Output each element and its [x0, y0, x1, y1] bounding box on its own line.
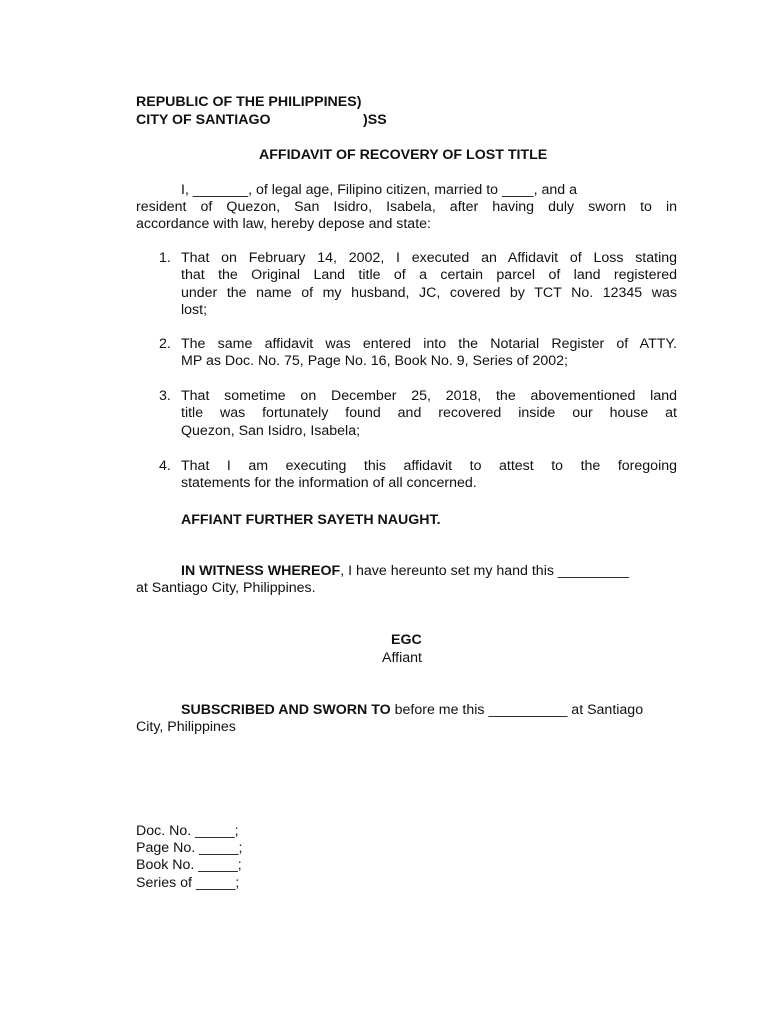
intro-name-blank: _______ [192, 182, 249, 198]
header-republic: REPUBLIC OF THE PHILIPPINES) [136, 94, 362, 110]
notarial-book-no: Book No. _____; [136, 857, 242, 873]
item-3-number: 3. [159, 388, 171, 404]
affiant-label: Affiant [382, 650, 422, 666]
item-1-line-2: that the Original Land title of a certain parcel of land registered [181, 267, 677, 283]
subscribed-line-2: City, Philippines [136, 719, 236, 735]
item-4-line-1: That I am executing this affidavit to attest to the foregoing [181, 458, 677, 474]
header-ss: )SS [363, 112, 387, 128]
item-1-line-3: under the name of my husband, JC, covered by TCT No. 12345 was [181, 285, 677, 301]
intro-line-2: resident of Quezon, San Isidro, Isabela, after having duly sworn to in [136, 199, 677, 215]
item-1-line-1: That on February 14, 2002, I executed an Affidavit of Loss stating [181, 250, 677, 266]
intro-text-1: , of legal age, Filipino citizen, married to [248, 182, 499, 198]
item-2-line-2: MP as Doc. No. 75, Page No. 16, Book No. 9, Series of 2002; [181, 353, 568, 369]
item-4-number: 4. [159, 458, 171, 474]
further-sayeth: AFFIANT FURTHER SAYETH NAUGHT. [181, 512, 441, 528]
affiant-name: EGC [391, 632, 422, 648]
intro-spouse-blank: ____ [502, 182, 534, 198]
witness-bold: IN WITNESS WHEREOF [181, 563, 341, 579]
item-2-number: 2. [159, 336, 171, 352]
item-1-number: 1. [159, 250, 171, 266]
item-3-line-1: That sometime on December 25, 2018, the abovementioned land [181, 388, 677, 404]
document-title: AFFIDAVIT OF RECOVERY OF LOST TITLE [259, 147, 548, 163]
subscribed-rest: before me this __________ at Santiago [390, 702, 644, 718]
subscribed-bold: SUBSCRIBED AND SWORN TO [181, 702, 391, 718]
notarial-doc-no: Doc. No. _____; [136, 823, 239, 839]
item-4-line-2: statements for the information of all concerned. [181, 475, 477, 491]
witness-line-1 [181, 563, 677, 579]
item-1-line-4: lost; [181, 302, 208, 318]
intro-line-1 [181, 182, 677, 198]
intro-line-3: accordance with law, hereby depose and state: [136, 216, 431, 232]
subscribed-line-1 [181, 702, 677, 718]
intro-i: I, [181, 182, 189, 198]
item-3-line-3: Quezon, San Isidro, Isabela; [181, 423, 361, 439]
intro-text-2: , and a [533, 182, 577, 198]
witness-rest: , I have hereunto set my hand this _________ [340, 563, 629, 579]
notarial-page-no: Page No. _____; [136, 840, 243, 856]
witness-line-2: at Santiago City, Philippines. [136, 580, 316, 596]
item-2-line-1: The same affidavit was entered into the Notarial Register of ATTY. [181, 336, 677, 352]
item-3-line-2: title was fortunately found and recovered inside our house at [181, 405, 677, 421]
notarial-series-of: Series of _____; [136, 875, 240, 891]
header-city: CITY OF SANTIAGO [136, 112, 271, 128]
